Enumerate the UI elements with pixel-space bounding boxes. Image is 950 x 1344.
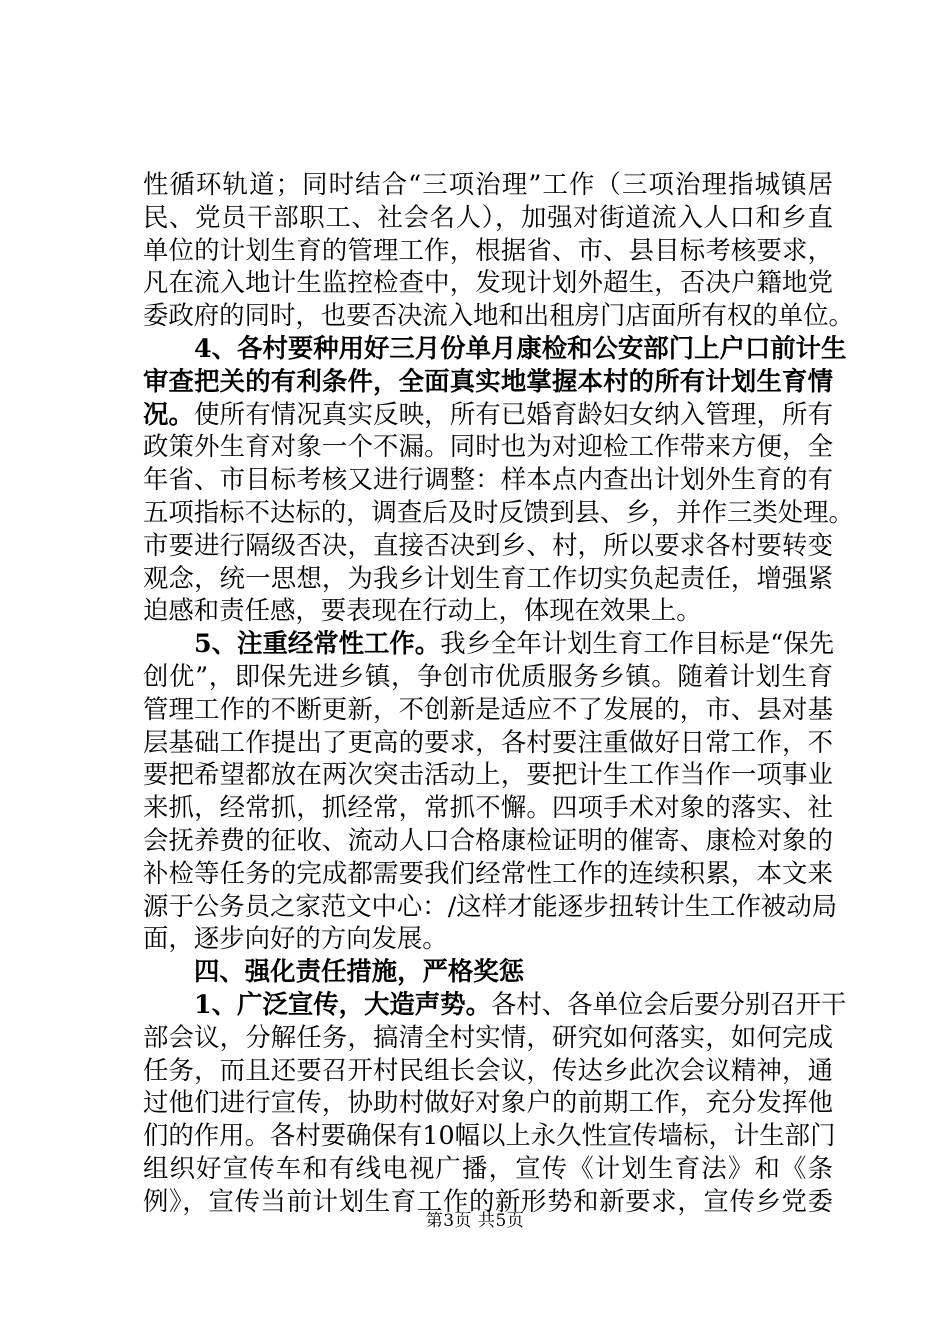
paragraph xyxy=(143,332,854,627)
text-run: 部会议，分解任务，搞清全村实情，研究如何落实，如何完成 xyxy=(143,1021,833,1052)
text-run: 委政府的同时，也要否决流入地和出租房门店面所有权的单位。 xyxy=(143,300,854,331)
text-line xyxy=(143,234,833,267)
text-line xyxy=(143,1152,833,1185)
text-line xyxy=(143,398,833,431)
text-run: 凡在流入地计生监控检查中，发现计划外超生，否决户籍地党 xyxy=(143,267,833,298)
text-run: 补检等任务的完成都需要我们经常性工作的连续积累，本文来 xyxy=(143,857,833,888)
bold-run: 况。 xyxy=(143,398,195,429)
text-run: 观念，统一思想，为我乡计划生育工作切实负起责任，增强紧 xyxy=(143,562,833,593)
text-line xyxy=(143,562,833,595)
text-run: 任务，而且还要召开村民组长会议，传达乡此次会议精神，通 xyxy=(143,1054,833,1085)
text-line xyxy=(143,857,833,890)
text-line xyxy=(143,299,854,332)
bold-run: 4、各村要种用好三月份单月康检和公安部门上户口前计生 xyxy=(194,332,847,363)
text-line xyxy=(143,758,833,791)
text-line xyxy=(143,791,833,824)
text-line xyxy=(143,726,833,759)
text-run: 层基础工作提出了更高的要求，各村要注重做好日常工作，不 xyxy=(143,726,833,757)
text-run: 各村、各单位会后要分别召开干 xyxy=(490,988,847,1019)
text-line xyxy=(143,693,833,726)
text-run: 性循环轨道；同时结合“三项治理”工作（三项治理指城镇居 xyxy=(143,169,833,199)
text-run: 单位的计划生育的管理工作，根据省、市、县目标考核要求， xyxy=(143,234,833,265)
section-heading xyxy=(143,955,833,988)
text-run: 例》，宣传当前计划生育工作的新形势和新要求，宣传乡党委 xyxy=(143,1185,833,1216)
text-line xyxy=(143,201,833,234)
paragraph xyxy=(143,168,854,332)
text-run: 源于公务员之家范文中心：/这样才能逐步扭转计生工作被动局 xyxy=(143,890,838,921)
bold-run: 1、广泛宣传，大造声势。 xyxy=(194,988,491,1019)
text-run: 我乡全年计划生育工作目标是“保先 xyxy=(440,628,835,659)
text-line xyxy=(143,922,833,955)
text-run: 面，逐步向好的方向发展。 xyxy=(143,923,448,954)
text-line xyxy=(143,660,833,693)
text-line xyxy=(143,955,833,988)
text-run: 要把希望都放在两次突击活动上，要把计生工作当作一项事业 xyxy=(143,759,833,790)
text-line xyxy=(143,627,833,660)
text-run: 管理工作的不断更新，不创新是适应不了发展的，市、县对基 xyxy=(143,693,833,724)
text-line xyxy=(143,430,833,463)
text-run: 创优”，即保先进乡镇，争创市优质服务乡镇。随着计划生育 xyxy=(143,660,833,691)
text-run: 市要进行隔级否决，直接否决到乡、村，所以要求各村要转变 xyxy=(143,529,833,560)
paragraph xyxy=(143,627,838,955)
text-line xyxy=(143,332,847,365)
text-line xyxy=(143,463,833,496)
text-line xyxy=(143,365,833,398)
text-run: 过他们进行宣传，协助村做好对象户的前期工作，充分发挥他 xyxy=(143,1087,833,1118)
text-run: 年省、市目标考核又进行调整：样本点内查出计划外生育的有 xyxy=(143,464,833,495)
text-run: 五项指标不达标的，调查后及时反馈到县、乡，并作三类处理。 xyxy=(143,496,854,527)
text-line xyxy=(143,1119,836,1152)
bold-run: 四、强化责任措施，严格奖惩 xyxy=(194,956,525,987)
text-line xyxy=(143,1086,833,1119)
page-footer xyxy=(0,1210,950,1232)
text-run: 会抚养费的征收、流动人口合格康检证明的催寄、康检对象的 xyxy=(143,824,833,855)
document-body xyxy=(143,168,854,1218)
text-line xyxy=(143,496,854,529)
text-line xyxy=(143,168,833,201)
text-line xyxy=(143,890,838,923)
paragraph xyxy=(143,988,847,1218)
text-run: 组织好宣传车和有线电视广播，宣传《计划生育法》和《条 xyxy=(143,1152,833,1183)
text-line xyxy=(143,988,847,1021)
text-run: 迫感和责任感，要表现在行动上，体现在效果上。 xyxy=(143,595,702,626)
text-run: 们的作用。各村要确保有10幅以上永久性宣传墙标，计生部门 xyxy=(143,1120,836,1151)
text-run: 民、党员干部职工、社会名人），加强对街道流入人口和乡直 xyxy=(143,201,833,232)
bold-run: 审查把关的有利条件，全面真实地掌握本村的所有计划生育情 xyxy=(143,365,833,396)
text-run: 政策外生育对象一个不漏。同时也为对迎检工作带来方便，全 xyxy=(143,431,833,462)
text-run: 来抓，经常抓，抓经常，常抓不懈。四项手术对象的落实、社 xyxy=(143,792,833,823)
text-line xyxy=(143,266,833,299)
text-line xyxy=(143,1054,833,1087)
text-run: 使所有情况真实反映，所有已婚育龄妇女纳入管理，所有 xyxy=(194,398,834,429)
text-line xyxy=(143,529,833,562)
text-line xyxy=(143,1021,833,1054)
text-line xyxy=(143,824,833,857)
bold-run: 5、注重经常性工作。 xyxy=(194,628,441,659)
page-number: 第3页 共5页 xyxy=(425,1211,525,1231)
text-line xyxy=(143,594,833,627)
